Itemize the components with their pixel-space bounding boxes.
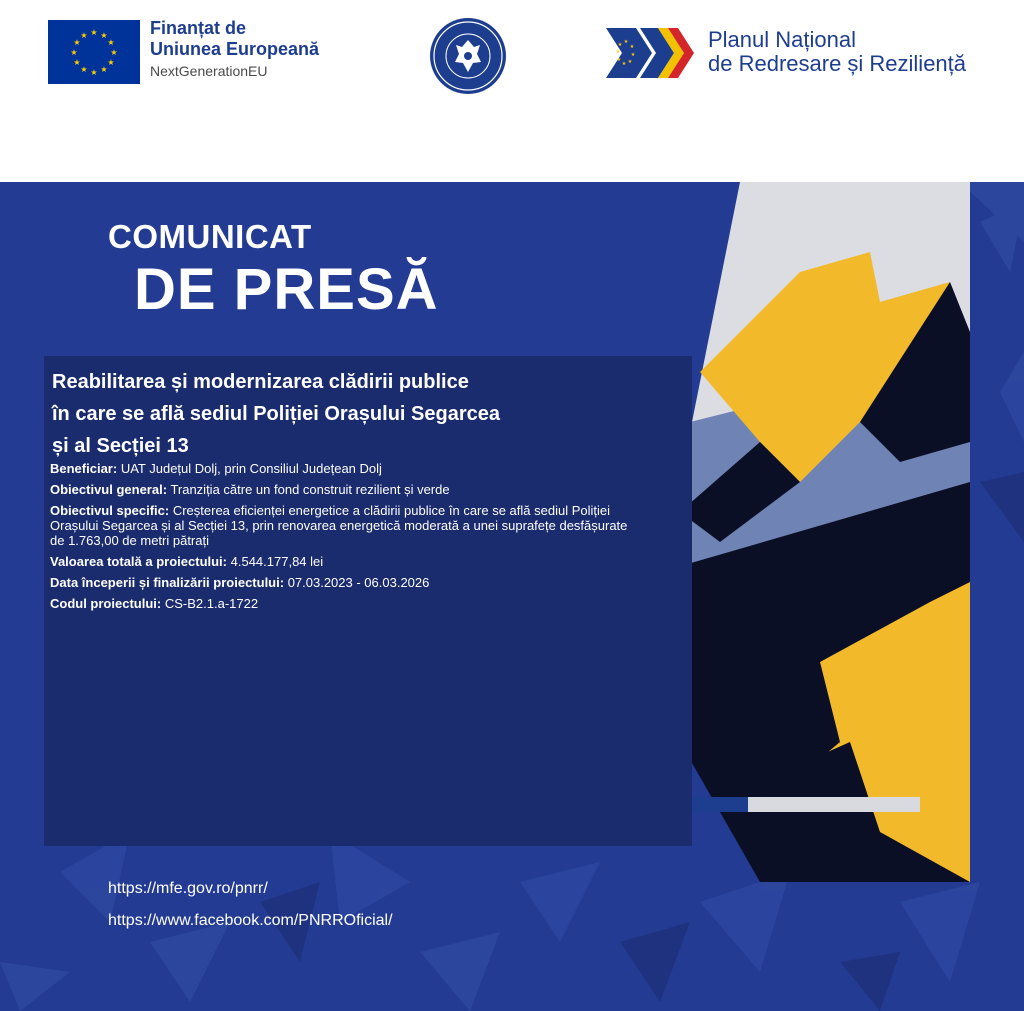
dates-row [50, 575, 630, 590]
mfe-link[interactable]: https://mfe.gov.ro/pnrr/ [108, 880, 268, 897]
pnrr-line-2: de Redresare și Reziliență [708, 51, 967, 77]
eu-flag-icon [48, 20, 140, 84]
total-value-label: Valoarea totală a proiectului: [50, 554, 227, 569]
logo-header [0, 0, 1024, 165]
specific-objective-label: Obiectivul specific: [50, 503, 170, 518]
project-title-line-3: și al Secției 13 [52, 435, 189, 457]
svg-text:★: ★ [80, 65, 88, 74]
general-objective-row [50, 482, 630, 497]
svg-text:★: ★ [107, 58, 115, 67]
eu-funding-label [150, 18, 319, 80]
svg-text:★: ★ [617, 42, 623, 48]
svg-text:★: ★ [107, 38, 115, 47]
project-code-label: Codul proiectului: [50, 596, 162, 611]
dates-value: 07.03.2023 - 06.03.2026 [287, 575, 430, 590]
svg-text:★: ★ [100, 31, 108, 40]
svg-text:★: ★ [621, 61, 627, 67]
project-code-row [50, 596, 630, 611]
press-release-title-line1: COMUNICAT [108, 218, 312, 255]
eu-line-1: Finanțat de [150, 18, 247, 38]
svg-text:★: ★ [73, 38, 81, 47]
pnrr-label [708, 28, 966, 76]
project-code-value: CS-B2.1.a-1722 [164, 596, 259, 611]
facebook-link[interactable]: https://www.facebook.com/PNRROficial/ [108, 912, 393, 929]
svg-text:★: ★ [623, 39, 629, 45]
specific-objective-row [50, 503, 630, 548]
pnrr-line-1: Planul Național [708, 27, 856, 52]
press-release-title-line2: DE PRESĂ [134, 257, 439, 322]
eu-line-2: Uniunea Europeană [150, 39, 320, 60]
project-title [52, 366, 672, 462]
links-block [108, 880, 393, 930]
svg-text:★: ★ [73, 58, 81, 67]
project-details [50, 461, 630, 617]
dates-label: Data începerii și finalizării proiectului: [50, 575, 285, 590]
svg-text:★: ★ [100, 65, 108, 74]
press-release-banner [0, 182, 1024, 1011]
pnrr-logo-icon [606, 26, 702, 80]
svg-text:★: ★ [110, 48, 118, 57]
svg-text:★: ★ [70, 48, 78, 57]
project-title-line-1: Reabilitarea și modernizarea clădirii publice [52, 371, 469, 393]
svg-text:★: ★ [615, 49, 621, 55]
beneficiary-row [50, 461, 630, 476]
beneficiary-value: UAT Județul Dolj, prin Consiliul Județean Dolj [120, 461, 382, 476]
svg-text:★: ★ [627, 59, 633, 65]
svg-text:★: ★ [80, 31, 88, 40]
specific-objective-value: Creșterea eficienței energetice a clădirii publice în care se află sediul Poliției Orașului Segarcea și al Secției 13, prin renovarea energetică moderată a unei suprafețe desfășurate de 1.763,00 de metri pătrați [50, 503, 628, 548]
total-value-value: 4.544.177,84 lei [230, 554, 324, 569]
eu-line-3: NextGenerationEU [150, 63, 268, 80]
beneficiary-label: Beneficiar: [50, 461, 118, 476]
total-value-row [50, 554, 630, 569]
general-objective-value: Tranziția către un fond construit rezilient și verde [170, 482, 450, 497]
project-title-line-2: în care se află sediul Poliției Orașului Segarcea [52, 403, 500, 425]
project-info-panel [44, 356, 692, 846]
svg-text:★: ★ [630, 52, 636, 58]
svg-text:★: ★ [616, 57, 622, 63]
svg-text:★: ★ [90, 28, 98, 37]
svg-text:★: ★ [629, 44, 635, 50]
svg-text:★: ★ [90, 68, 98, 77]
government-seal-icon [428, 16, 508, 96]
general-objective-label: Obiectivul general: [50, 482, 168, 497]
